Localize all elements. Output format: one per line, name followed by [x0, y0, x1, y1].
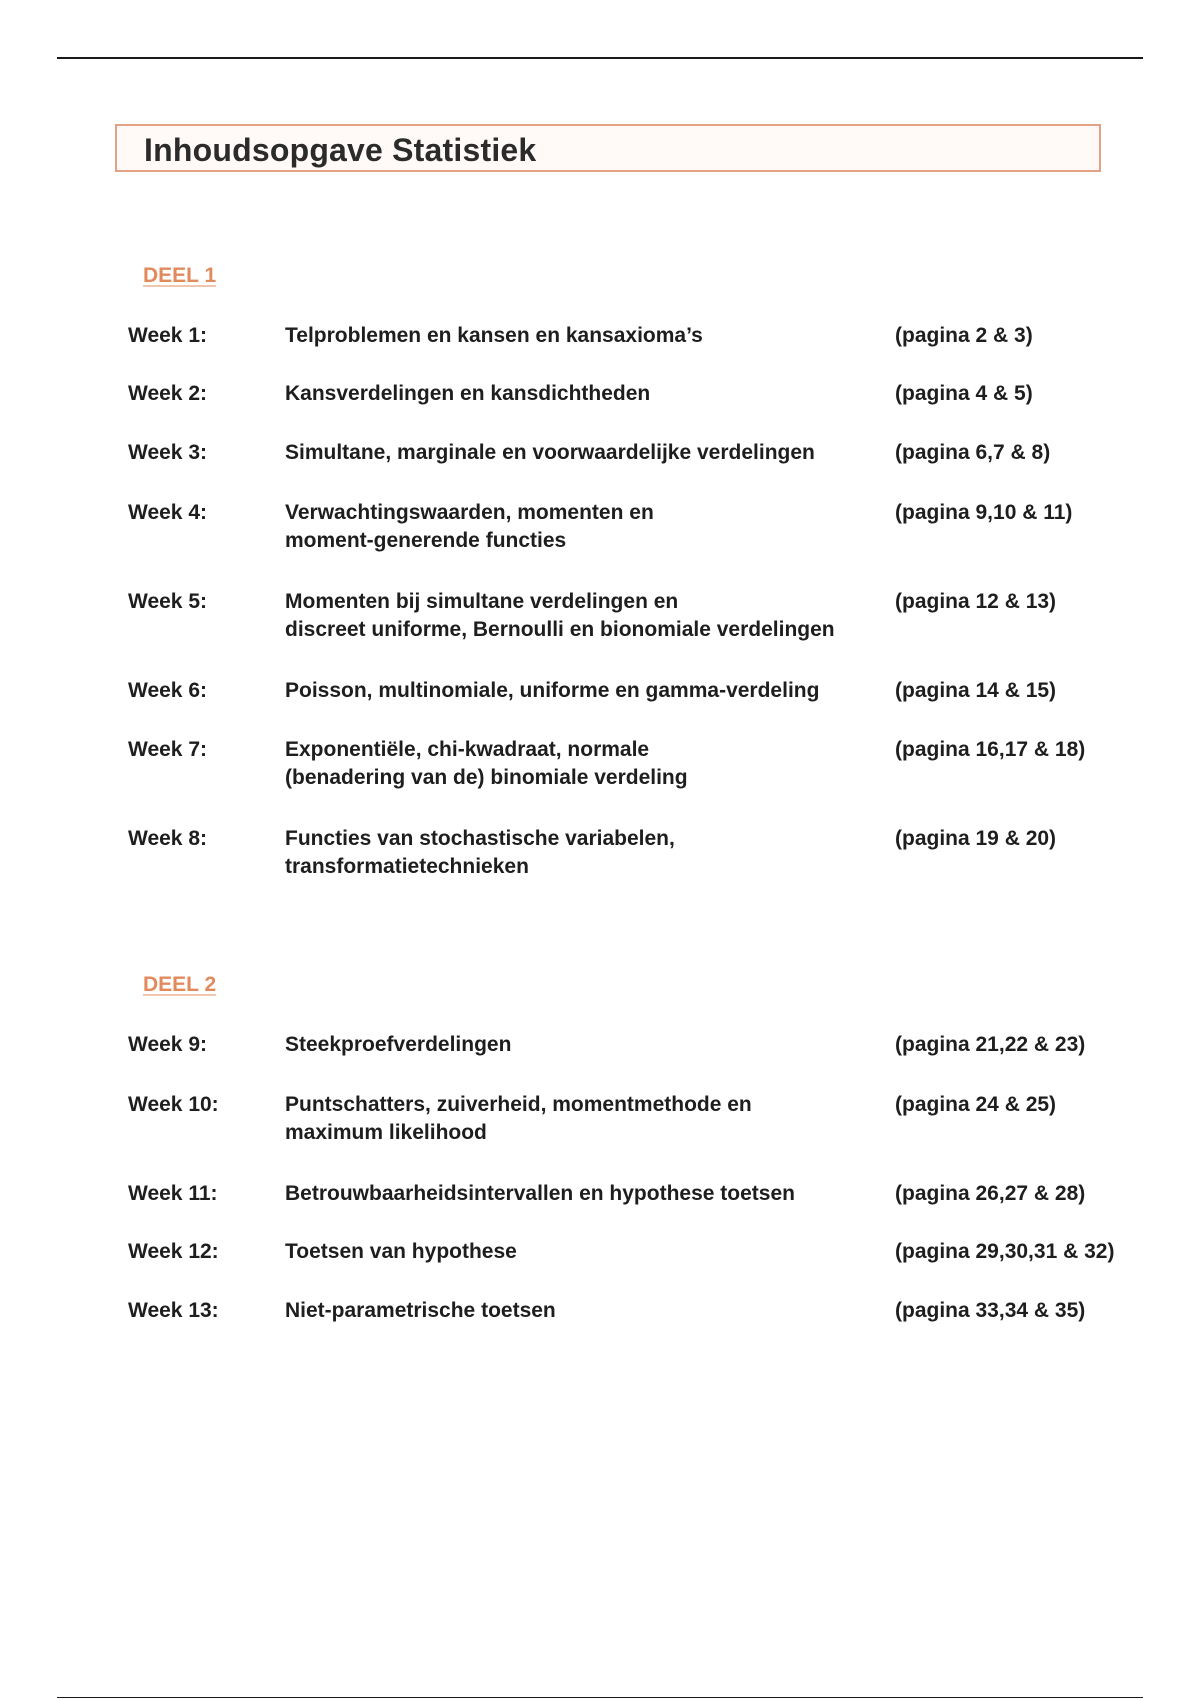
section-heading-deel-1: DEEL 1 — [143, 264, 217, 287]
topic-line: Telproblemen en kansen en kansaxioma’s — [285, 324, 703, 347]
topic-line: Steekproefverdelingen — [285, 1033, 512, 1056]
topic-line: transformatietechnieken — [285, 855, 529, 878]
top-divider — [57, 57, 1143, 59]
page-reference: (pagina 16,17 & 18) — [895, 738, 1086, 761]
page-reference: (pagina 21,22 & 23) — [895, 1033, 1086, 1056]
page-reference: (pagina 19 & 20) — [895, 827, 1057, 850]
title-box — [115, 124, 1101, 172]
section-heading-deel-2: DEEL 2 — [143, 973, 217, 996]
week-label: Week 2: — [128, 382, 207, 405]
topic — [285, 736, 895, 792]
page-reference: (pagina 4 & 5) — [895, 382, 1033, 405]
topic — [285, 588, 895, 644]
week-label: Week 3: — [128, 441, 207, 464]
topic — [285, 439, 895, 467]
topic-line: Poisson, multinomiale, uniforme en gamma-verdeling — [285, 679, 820, 702]
week-label: Week 5: — [128, 590, 207, 613]
week-label: Week 10: — [128, 1093, 219, 1116]
topic — [285, 1238, 895, 1266]
topic-line: Niet-parametrische toetsen — [285, 1299, 556, 1322]
week-label: Week 6: — [128, 679, 207, 702]
topic — [285, 380, 895, 408]
page-reference: (pagina 2 & 3) — [895, 324, 1033, 347]
topic-line: Betrouwbaarheidsintervallen en hypothese toetsen — [285, 1182, 795, 1205]
page-reference: (pagina 33,34 & 35) — [895, 1299, 1086, 1322]
page-reference: (pagina 24 & 25) — [895, 1093, 1057, 1116]
topic — [285, 677, 895, 705]
topic-line: Verwachtingswaarden, momenten en — [285, 501, 654, 524]
topic-line: Momenten bij simultane verdelingen en — [285, 590, 679, 613]
topic — [285, 825, 895, 881]
topic — [285, 322, 895, 350]
week-label: Week 4: — [128, 501, 207, 524]
topic-line: Toetsen van hypothese — [285, 1240, 517, 1263]
week-label: Week 12: — [128, 1240, 219, 1263]
week-label: Week 13: — [128, 1299, 219, 1322]
week-label: Week 9: — [128, 1033, 207, 1056]
week-label: Week 1: — [128, 324, 207, 347]
topic-line: Puntschatters, zuiverheid, momentmethode en — [285, 1093, 752, 1116]
topic — [285, 1031, 895, 1059]
bottom-divider — [57, 1697, 1143, 1698]
topic-line: (benadering van de) binomiale verdeling — [285, 766, 688, 789]
week-label: Week 8: — [128, 827, 207, 850]
topic — [285, 1180, 895, 1208]
week-label: Week 7: — [128, 738, 207, 761]
page-reference: (pagina 26,27 & 28) — [895, 1182, 1086, 1205]
topic-line: Simultane, marginale en voorwaardelijke verdelingen — [285, 441, 815, 464]
topic-line: Kansverdelingen en kansdichtheden — [285, 382, 651, 405]
topic-line: maximum likelihood — [285, 1121, 487, 1144]
topic — [285, 1091, 895, 1147]
page-title: Inhoudsopgave Statistiek — [144, 132, 537, 168]
page-reference: (pagina 14 & 15) — [895, 679, 1057, 702]
topic — [285, 1297, 895, 1325]
page-reference: (pagina 6,7 & 8) — [895, 441, 1051, 464]
topic-line: Functies van stochastische variabelen, — [285, 827, 675, 850]
page-reference: (pagina 29,30,31 & 32) — [895, 1240, 1115, 1263]
topic-line: moment-generende functies — [285, 529, 567, 552]
topic-line: Exponentiële, chi-kwadraat, normale — [285, 738, 650, 761]
topic — [285, 499, 895, 555]
page-reference: (pagina 12 & 13) — [895, 590, 1057, 613]
topic-line: discreet uniforme, Bernoulli en bionomiale verdelingen — [285, 618, 835, 641]
page-reference: (pagina 9,10 & 11) — [895, 501, 1073, 524]
week-label: Week 11: — [128, 1182, 218, 1205]
